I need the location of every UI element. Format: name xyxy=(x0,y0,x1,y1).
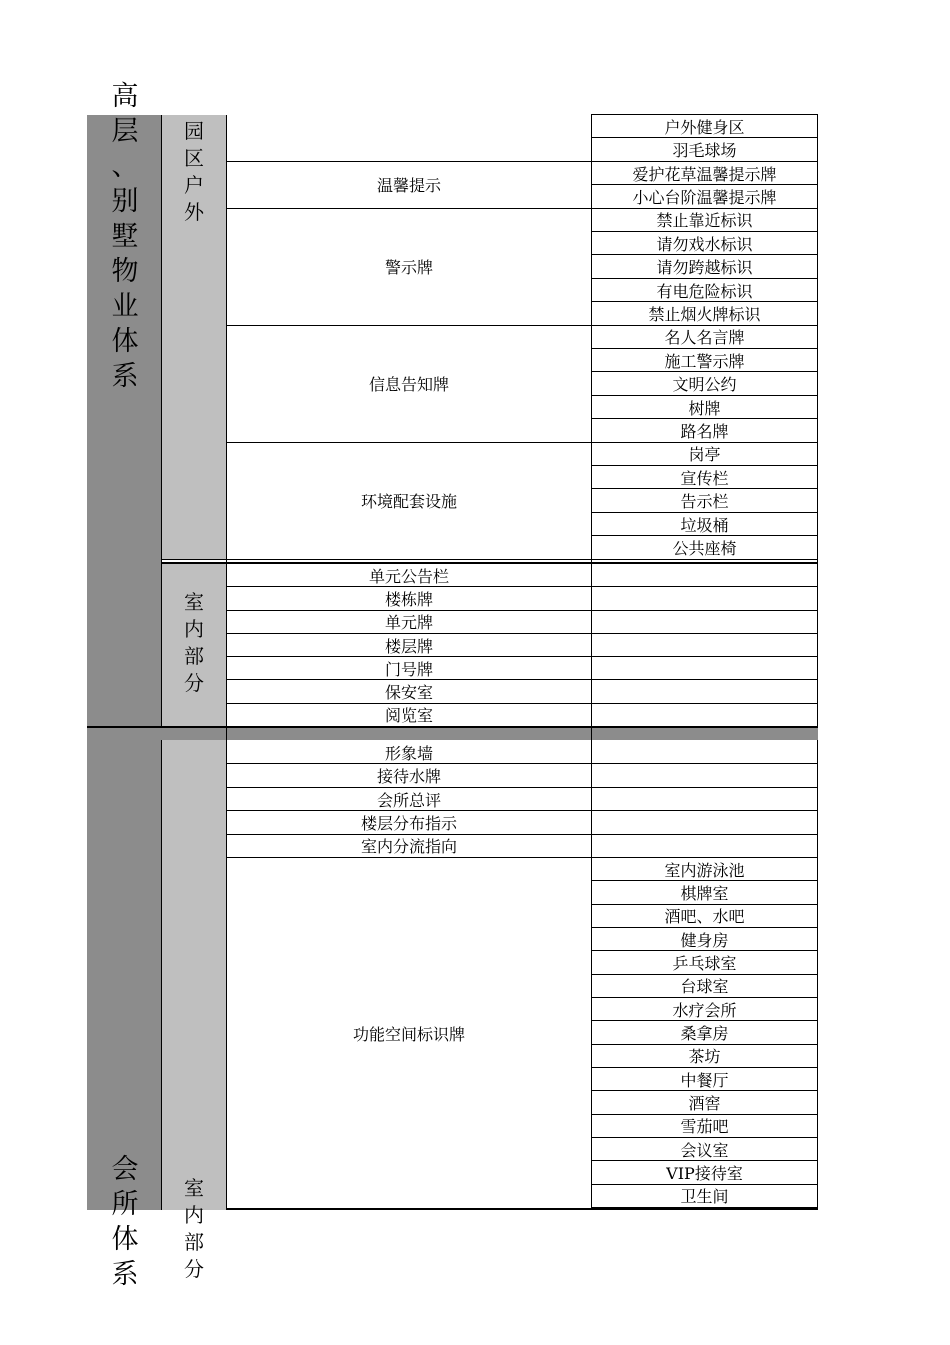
list-item: 请勿跨越标识 xyxy=(592,255,817,278)
col1-right-border-club xyxy=(161,740,162,1210)
club-indoor-label: 室 内 部 分 xyxy=(184,1176,204,1281)
table-row: 楼栋牌 xyxy=(227,587,591,610)
col4-right-border-club xyxy=(817,740,818,1210)
list-item: 中餐厅 xyxy=(592,1068,817,1091)
empty-cell xyxy=(592,564,817,587)
list-item: 雪茄吧 xyxy=(592,1115,817,1138)
empty-cell xyxy=(592,835,817,858)
table-row: 形象墙 xyxy=(227,741,591,764)
list-item: 桑拿房 xyxy=(592,1021,817,1044)
club-indoor-band xyxy=(162,740,227,1210)
col1-right-border xyxy=(161,115,162,728)
outdoor-label: 园 区 户 外 xyxy=(184,119,204,224)
list-item: 有电危险标识 xyxy=(592,279,817,302)
table-row: 保安室 xyxy=(227,681,591,704)
list-item: 会议室 xyxy=(592,1138,817,1161)
list-item: 名人名言牌 xyxy=(592,326,817,349)
list-item: 禁止靠近标识 xyxy=(592,209,817,232)
list-item: 禁止烟火牌标识 xyxy=(592,302,817,325)
list-item: 路名牌 xyxy=(592,419,817,442)
empty-cell xyxy=(592,788,817,811)
function-group-label: 功能空间标识牌 xyxy=(352,1024,465,1044)
empty-cell xyxy=(592,704,817,727)
list-item: 健身房 xyxy=(592,928,817,951)
table-row: 单元牌 xyxy=(227,611,591,634)
table-row: 门号牌 xyxy=(227,657,591,680)
list-item: 室内游泳池 xyxy=(592,858,817,881)
empty-cell xyxy=(592,741,817,764)
list-item: 施工警示牌 xyxy=(592,349,817,372)
list-item: 户外健身区 xyxy=(592,115,817,138)
empty-cell xyxy=(592,681,817,704)
highrise-indoor-label: 室 内 部 分 xyxy=(184,590,204,695)
list-item: 茶坊 xyxy=(592,1045,817,1068)
empty-cell xyxy=(592,611,817,634)
list-item: 羽毛球场 xyxy=(592,138,817,161)
list-item: 垃圾桶 xyxy=(592,513,817,536)
list-item: 酒窖 xyxy=(592,1091,817,1114)
list-item: 岗亭 xyxy=(592,443,817,466)
list-item: 公共座椅 xyxy=(592,536,817,559)
table-row: 会所总评 xyxy=(227,788,591,811)
empty-cell xyxy=(592,587,817,610)
list-item: 树牌 xyxy=(592,396,817,419)
group-label: 信息告知牌 xyxy=(227,326,591,443)
list-item: 小心台阶温馨提示牌 xyxy=(592,185,817,208)
list-item: 卫生间 xyxy=(592,1185,817,1208)
list-item: 爱护花草温馨提示牌 xyxy=(592,162,817,185)
list-item: 告示栏 xyxy=(592,489,817,512)
group-label: 环境配套设施 xyxy=(227,443,591,560)
list-item: 水疗会所 xyxy=(592,998,817,1021)
section-divider-band xyxy=(87,728,818,740)
table-row: 单元公告栏 xyxy=(227,564,591,587)
empty-cell xyxy=(592,764,817,787)
list-item: 台球室 xyxy=(592,975,817,998)
table-row: 室内分流指向 xyxy=(227,835,591,858)
empty-cell xyxy=(592,634,817,657)
outdoor-blank-group xyxy=(227,115,591,162)
group-label: 温馨提示 xyxy=(227,162,591,209)
club-system-title: 会 所 体 系 xyxy=(111,1154,139,1290)
group-label: 警示牌 xyxy=(227,209,591,326)
col4-right-border xyxy=(817,115,818,728)
list-item: 宣传栏 xyxy=(592,466,817,489)
table-row: 楼层牌 xyxy=(227,634,591,657)
list-item: 文明公约 xyxy=(592,372,817,395)
table-row: 楼层分布指示 xyxy=(227,811,591,834)
list-item: VIP接待室 xyxy=(592,1161,817,1184)
list-item: 棋牌室 xyxy=(592,881,817,904)
list-item: 乒乓球室 xyxy=(592,951,817,974)
list-item: 酒吧、水吧 xyxy=(592,905,817,928)
list-item: 请勿戏水标识 xyxy=(592,232,817,255)
empty-cell xyxy=(592,811,817,834)
table-row: 接待水牌 xyxy=(227,764,591,787)
table-row: 阅览室 xyxy=(227,704,591,727)
empty-cell xyxy=(592,657,817,680)
club-band xyxy=(87,740,162,1210)
highrise-system-title: 高 层 、 别 墅 物 业 体 系 xyxy=(111,81,139,392)
club-bottom-border xyxy=(227,1208,818,1210)
